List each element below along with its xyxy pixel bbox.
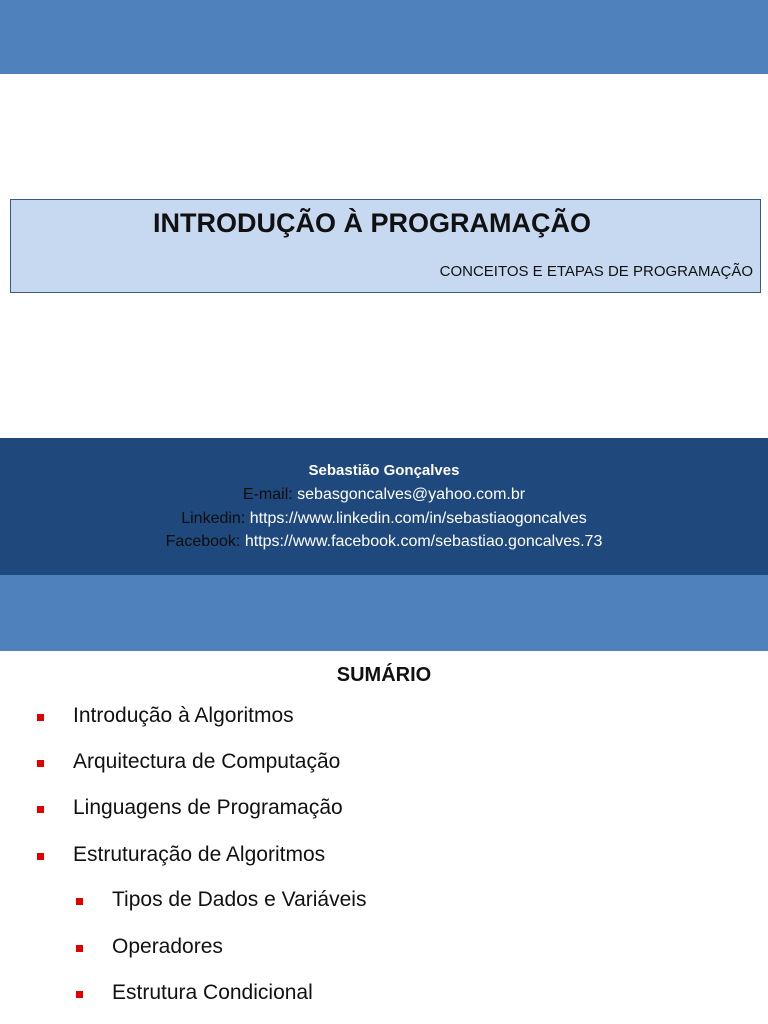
- list-item-label: Estrutura Condicional: [112, 981, 313, 1004]
- list-item-label: Operadores: [112, 935, 223, 958]
- bullet-icon: [37, 714, 44, 721]
- bullet-icon: [76, 991, 83, 998]
- email-value: sebasgoncalves@yahoo.com.br: [297, 486, 526, 503]
- summary-title: SUMÁRIO: [336, 664, 432, 686]
- page-subtitle: CONCEITOS E ETAPAS DE PROGRAMAÇÃO: [439, 263, 753, 280]
- linkedin-line: [0, 510, 768, 528]
- linkedin-label: Linkedin:: [181, 510, 246, 527]
- author-info-band: [0, 438, 768, 575]
- facebook-label: Facebook:: [165, 533, 241, 550]
- section-divider-band: [0, 575, 768, 651]
- page-title: INTRODUÇÃO À PROGRAMAÇÃO: [153, 208, 591, 238]
- list-item-label: Arquitectura de Computação: [73, 750, 341, 773]
- author-name: Sebastião Gonçalves: [308, 462, 460, 479]
- email-line: [0, 486, 768, 504]
- list-item-label: Linguagens de Programação: [73, 796, 343, 819]
- title-box: [10, 199, 761, 293]
- linkedin-link[interactable]: https://www.linkedin.com/in/sebastiaogoncalves: [249, 510, 587, 527]
- email-label: E-mail:: [242, 486, 293, 503]
- bullet-icon: [37, 853, 44, 860]
- bullet-icon: [37, 760, 44, 767]
- list-item-label: Introdução à Algoritmos: [73, 704, 294, 727]
- facebook-line: [0, 533, 768, 551]
- bullet-icon: [76, 945, 83, 952]
- list-item-label: Tipos de Dados e Variáveis: [112, 888, 367, 911]
- bullet-icon: [37, 806, 44, 813]
- list-item-label: Estruturação de Algoritmos: [73, 843, 326, 866]
- bullet-icon: [76, 898, 83, 905]
- facebook-link[interactable]: https://www.facebook.com/sebastiao.goncalves.73: [244, 533, 603, 550]
- top-header-band: [0, 0, 768, 74]
